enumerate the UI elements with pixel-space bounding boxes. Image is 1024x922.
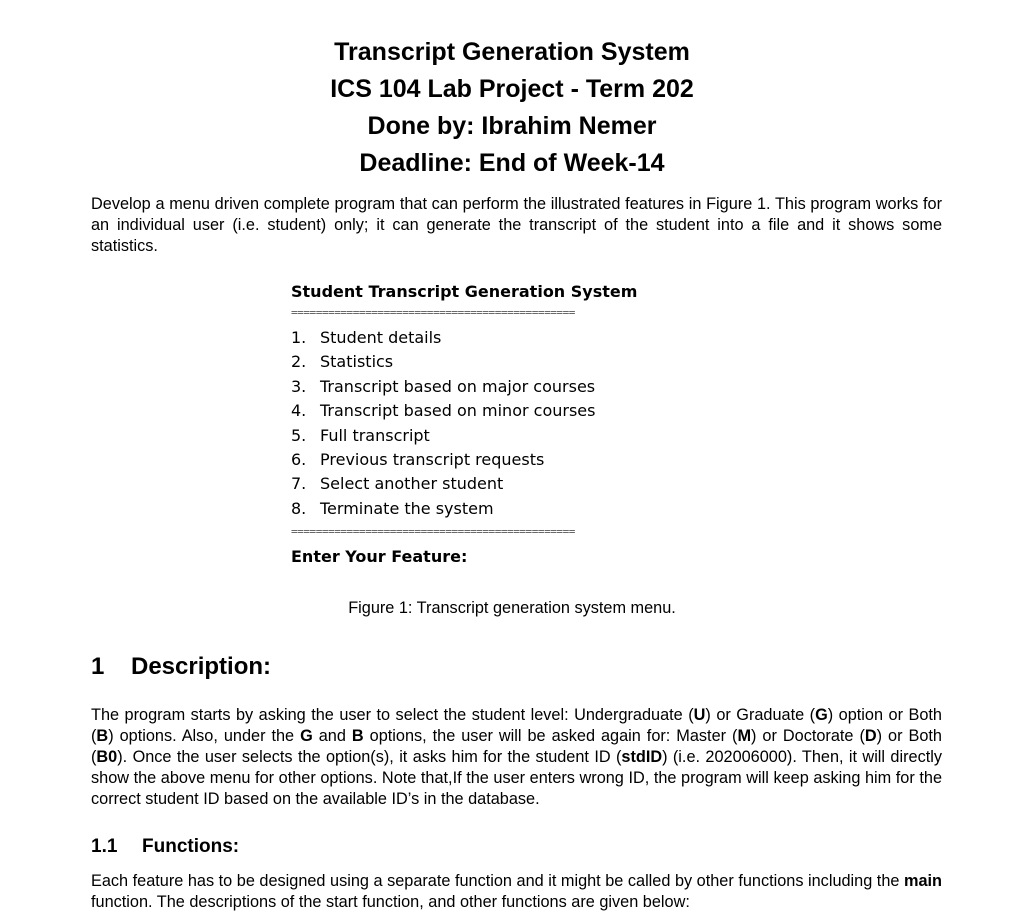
deadline-line: Deadline: End of Week-14 xyxy=(359,149,665,177)
menu-item-number: 2. xyxy=(291,352,307,372)
bold-run: B xyxy=(96,727,109,745)
text-run: ) (i.e. 202006000). Then, it will directly show the above menu for other options. Note that,If the user enters wrong ID, the program will keep asking him for the correct student ID based on the available ID’s in the database. xyxy=(91,748,942,808)
text-run: and xyxy=(312,727,352,745)
menu-item xyxy=(291,472,771,496)
bold-run: stdID xyxy=(621,748,663,766)
menu-item-label: Transcript based on minor courses xyxy=(320,401,596,421)
menu-item-number: 3. xyxy=(291,376,307,396)
menu-item-number: 8. xyxy=(291,498,307,518)
menu-item xyxy=(291,375,771,399)
subsection-title: Functions: xyxy=(142,836,240,857)
subsection-number: 1.1 xyxy=(91,836,118,857)
section-title: Description: xyxy=(131,653,272,680)
menu-item-number: 5. xyxy=(291,425,307,445)
bold-run: D xyxy=(864,727,877,745)
text-run: ) or Both ( xyxy=(91,727,942,766)
text-run: ) options. Also, under the xyxy=(108,727,301,745)
bold-run: U xyxy=(693,706,706,724)
menu-item-number: 6. xyxy=(291,449,307,469)
menu-separator-bottom: ============================================== xyxy=(291,525,575,539)
menu-item xyxy=(291,326,771,350)
menu-item-label: Full transcript xyxy=(320,425,430,445)
menu-item-label: Statistics xyxy=(320,352,394,372)
section-number: 1 xyxy=(91,653,105,680)
text-run: options, the user will be asked again for: Master ( xyxy=(363,727,738,745)
text-run: ) or Graduate ( xyxy=(705,706,816,724)
menu-item xyxy=(291,350,771,374)
menu-item-number: 7. xyxy=(291,474,307,494)
intro-paragraph: Develop a menu driven complete program that can perform the illustrated features in Figure 1. This program works for an individual user (i.e. student) only; it can generate the transcript of the student into a file and it shows some statistics. xyxy=(91,195,942,255)
menu-item xyxy=(291,448,771,472)
subsection-heading xyxy=(91,835,239,859)
bold-run: B0 xyxy=(96,748,118,766)
description-paragraph xyxy=(91,705,942,810)
menu-item xyxy=(291,399,771,423)
bold-run: B xyxy=(351,727,364,745)
menu-list xyxy=(291,326,771,521)
author-line: Done by: Ibrahim Nemer xyxy=(367,112,657,140)
menu-item-label: Select another student xyxy=(320,474,504,494)
menu-item-label: Terminate the system xyxy=(320,498,494,518)
menu-item xyxy=(291,424,771,448)
menu-item-label: Transcript based on major courses xyxy=(320,376,596,396)
section-heading xyxy=(91,652,271,682)
menu-item-label: Previous transcript requests xyxy=(320,449,545,469)
menu-prompt: Enter Your Feature: xyxy=(291,547,468,567)
bold-run: G xyxy=(300,727,313,745)
text-run: The program starts by asking the user to select the student level: Undergraduate ( xyxy=(91,706,694,724)
menu-figure xyxy=(291,280,771,569)
text-run: ) option or Both ( xyxy=(91,706,942,745)
document-title-block xyxy=(0,34,1024,182)
document-title: Transcript Generation System xyxy=(334,38,690,66)
course-line: ICS 104 Lab Project - Term 202 xyxy=(330,75,694,103)
menu-item-label: Student details xyxy=(320,328,442,347)
bold-run: main xyxy=(903,872,942,890)
menu-title: Student Transcript Generation System xyxy=(291,282,638,301)
figure-caption: Figure 1: Transcript generation system menu. xyxy=(348,599,676,617)
text-run: ) or Doctorate ( xyxy=(751,727,865,745)
text-run: ). Once the user selects the option(s), it asks him for the student ID ( xyxy=(117,748,622,766)
bold-run: G xyxy=(815,706,828,724)
bold-run: M xyxy=(737,727,752,745)
text-run: function. The descriptions of the start function, and other functions are given below: xyxy=(91,893,690,911)
menu-item-number: 4. xyxy=(291,401,307,421)
menu-item-number: 1. xyxy=(291,328,307,347)
text-run: Each feature has to be designed using a separate function and it might be called by other functions including the xyxy=(91,872,904,890)
menu-item xyxy=(291,497,771,521)
menu-separator-top: ============================================== xyxy=(291,306,575,319)
functions-paragraph xyxy=(91,871,942,913)
